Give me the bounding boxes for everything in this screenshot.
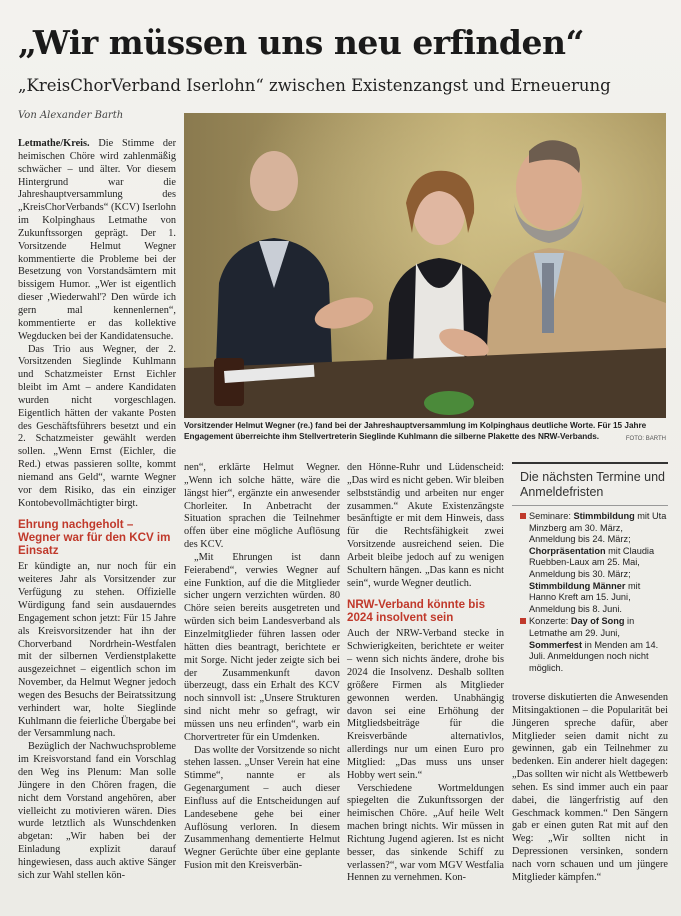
section-heading: Ehrung nachgeholt – Wegner war für den KCV im Einsatz [18,518,171,558]
section-heading: NRW-Verband könnte bis 2024 insolvent sein [347,598,486,625]
item-text: mit Claudia Ruebben-Laux am 25. Mai, Anmeldung bis 30. März; [529,545,655,579]
item-label: Seminare: [529,511,574,521]
photo-illustration [184,113,666,418]
info-item-seminare [520,511,668,615]
item-text: in Menden am 14. Juli. Anmeldungen noch nicht möglich. [529,639,659,673]
info-box-body [512,506,668,674]
item-bold: Chorpräsentation [529,545,606,556]
paragraph: Er kündigte an, nur noch für ein weiteres Jahr als Vorsitzender zur Verfügung zu stehen. Offizielle Würdigung fand sein ausdauerndes Engagement schon jetzt: Für 15 Jahre als Kreisvorsitzender hat ihn der Chorverband Nordrhein-Westfalen mit der silbernen Verdienstplakette ausgezeichnet – eigentlich schon im November, da Helmut Wegner jedoch wegen des Besuchs der Beiratssitzung verhindert war, holte Sieglinde Kuhlmann die feierliche Übergabe bei der Versammlung nach. [18,561,176,740]
info-box-title: Die nächsten Termine und Anmeldefristen [512,464,668,506]
column-1 [18,138,176,883]
item-bold: Stimmbildung [573,511,635,521]
paragraph: nen“, erklärte Helmut Wegner. „Wenn ich solche hätte, wäre die längst hier“, ergänzte ein anwesender Chorleiter. In Anbetracht der Situation sprachen die Teilnehmer offen über eine mögliche Auflösung des KCV. [184,462,340,551]
column-2 [184,462,340,873]
item-bold: Day of Song [570,616,625,627]
item-text: mit Uta Minzberg am 30. März, Anmeldung bis 24. März; [529,511,667,545]
paragraph-text: Die Stimme der heimischen Chöre wird zahlenmäßig schwächer – und älter. Vor diesem Hintergrund war die Jahreshauptversammlung des „KreisChorVerbands“ (KCV) Iserlohn im Kolpinghaus Letmathe von Zukunftssorgen geprägt. Der 1. Vorsitzende Helmut Wegner kommentierte die Probleme bei der Besetzung von Vorstandsämtern mit bissigem Humor. „Wer ist eigentlich dieser ,Wiederwahl'? Den würde ich gern mal kennenlernen“, kommentierte er das kollektive Wegducken bei der Kandidatensuche. [18,138,176,342]
item-bold: Stimmbildung Männer [529,580,626,591]
item-label: Konzerte: [529,616,571,627]
paragraph: Das Trio aus Wegner, der 2. Vorsitzenden Sieglinde Kuhlmann und Schatzmeister Ernst Eichler bleibt im Amt – andere Kandidaten wurden nicht vorgeschlagen. Eigentlich hätten der vakante Posten des Geschäftsführers besetzt und ein 2. Schatzmeister gewählt werden sollen. „Wenn Ernst (Eichler, die Red.) etwas passieren sollte, kommt niemand ans Geld“, warnte Wegner vor dem Risiko, das ein einziger Kontobevollmächtigter birgt. [18,343,176,509]
info-item-konzerte [520,616,668,674]
paragraph: den Hönne-Ruhr und Lüdenscheid: „Das wird es nicht geben. Wir bleiben selbstständig und arbeiten nur enger zusammen.“ Akute Existenzängste besänftigte er mit dem Hinweis, dass für die Rechtsfähigkeit zwei Vorsitzende ausreichend seien. Die Arbeit bleibe jedoch auf zu wenigen Schultern hängen. „Das kann es nicht sein“, wurde Wegner deutlich. [347,462,504,589]
article-photo [184,113,666,418]
photo-caption [184,420,666,445]
paragraph: Das wollte der Vorsitzende so nicht stehen lassen. „Unser Verein hat eine Stimme“, nannte er als Gegenargument – auch dieser Einfluss auf die Entscheidungen auf Landesebene gehe bei einer Auflösung verloren. In diesem Zusammenhang dementierte Helmut Wegner Gerüchte über eine geplante Fusion mit den Kreisverbän- [184,744,340,872]
paragraph: „Mit Ehrungen ist dann Feierabend“, verwies Wegner auf eine Funktion, auf die die Mitglieder sicher ungern verzichten würden. 80 Chöre seien bereits ausgetreten und würden sich beim Landesverband als Einzelmitglieder führen lassen oder hätten dies beantragt, berichtete er mit Sorge. Nicht jeder zeigte sich bei der Zusammenkunft davon überzeugt, dass ein Erhalt des KCV noch sinnvoll ist: „Unsere Strukturen sind nicht mehr so gefragt, wir müssen uns neu erfinden“, warb ein Chorvertreter für ein Umdenken. [184,551,340,743]
subheadline: „KreisChorVerband Iserlohn“ zwischen Existenzangst und Erneuerung [18,76,611,95]
photo-credit: FOTO: BARTH [625,436,666,442]
bullet-square-icon [520,513,526,519]
item-text: mit Hanno Kreft am 15. Juni, Anmeldung bis 8. Juni. [529,580,641,614]
paragraph [18,138,176,344]
caption-text: Vorsitzender Helmut Wegner (re.) fand bei der Jahreshauptversammlung im Kolpinghaus deutliche Worte. Für 15 Jahre Engagement überreichte ihm Stellvertreterin Sieglinde Kuhlmann die silberne Plakette des NRW-Verbands. [184,421,647,441]
bullet-square-icon [520,618,526,624]
byline: Von Alexander Barth [18,110,124,121]
column-4 [512,692,668,885]
column-3 [347,462,504,885]
paragraph: Auch der NRW-Verband stecke in Schwierigkeiten, berichtete er weiter – wenn sich nichts ändere, drohe bis 2024 die Insolvenz. Deshalb sollten größere Firmen als Mitglieder gewonnen werden. Unabhängig davon sei eine Erhöhung der Mitgliedsbeiträge für die Kreisverbände alternativlos, allerdings nur um einen Euro pro Mitglied: „Das muss uns unser Hobby wert sein.“ [347,628,504,781]
item-text: in Letmathe am 29. Juni, [529,616,635,638]
item-bold: Sommerfest [529,639,583,650]
info-box [512,462,668,674]
paragraph: Bezüglich der Nachwuchsprobleme im Kreisvorstand fand ein Vorschlag den Weg ins Plenum: Man solle Jüngere in den Chören fragen, die nicht dem Vorstand angehören, aber vielleicht zu motivieren wären. Dies wurde letztlich als Wunschdenken abgetan: „Wir haben bei der Einladung explizit darauf hingewiesen, dass auch aktive Sänger sich zur Wahl stellen kön- [18,741,176,881]
headline: „Wir müssen uns neu erfinden“ [18,23,584,62]
paragraph: Verschiedene Wortmeldungen spiegelten die Zukunftssorgen der heimischen Chöre. „Auf heile Welt machen bringt nichts. Wir müssen in Richtung Jugend agieren. Ist es nicht besser, das sinkende Schiff zu verlassen?“, war vom MGV Westfalia Hennen zu vernehmen. Kon- [347,782,504,884]
dateline: Letmathe/Kreis. [18,138,90,149]
paragraph: troverse diskutierten die Anwesenden Mitsingaktionen – die Popularität bei Jüngeren spreche dafür, aber Mitglieder seien damit nicht zu gewinnen, gab ein Teilnehmer zu bedenken. Ein anderer hielt dagegen: „Das sollten wir nicht als Wettbewerb sehen. Es sind immer auch ein paar dabei, die längerfristig auf den Geschmack kommen.“ Den Sängern gab er einen guten Rat mit auf den Weg: „Wir sollten nicht in Depressionen versinken, sondern nach vorn schauen und um jüngere Mitglieder kämpfen.“ [512,692,668,883]
